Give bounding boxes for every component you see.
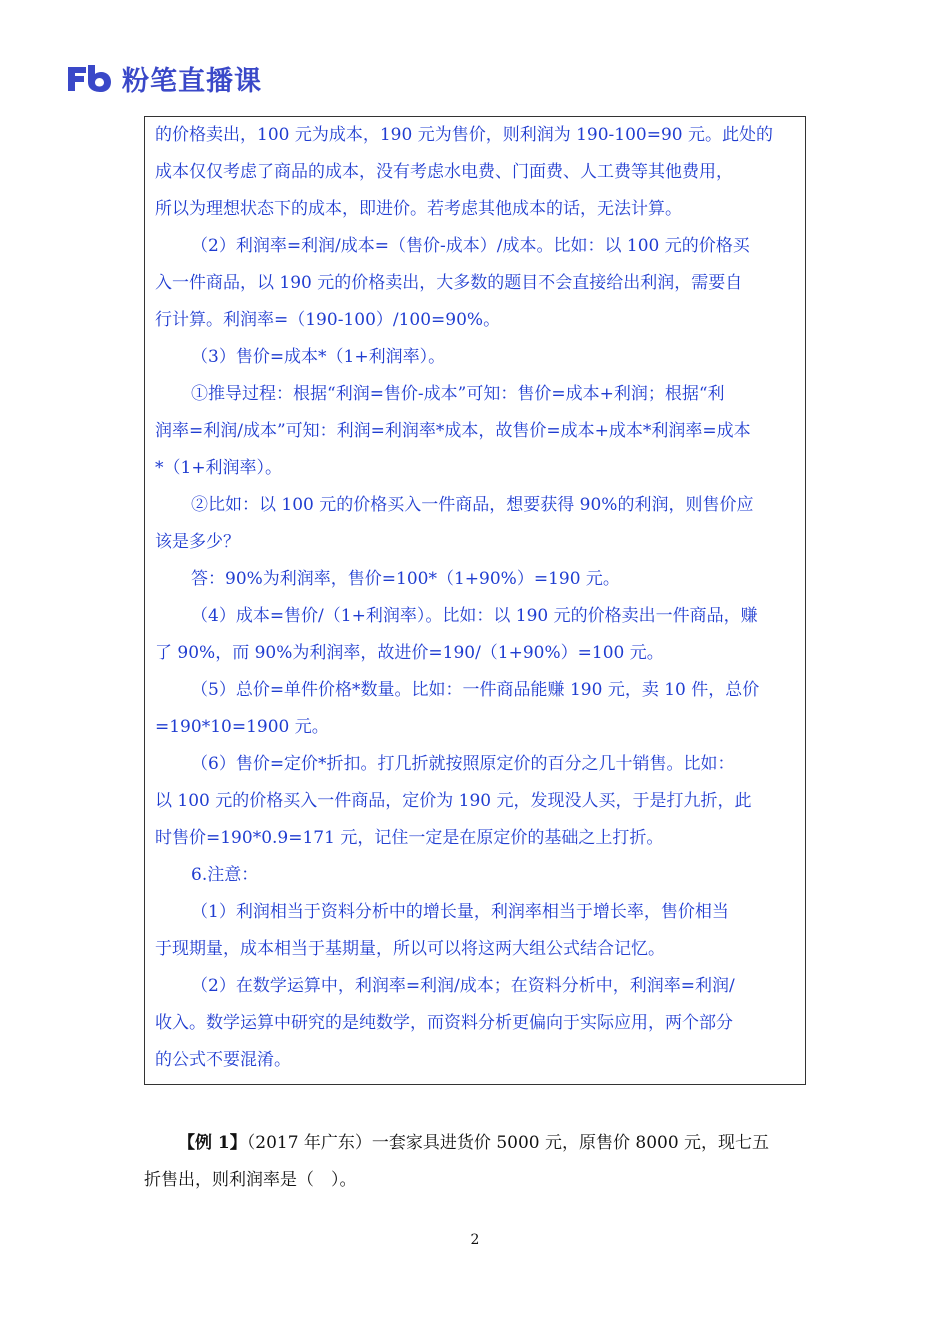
page-number: 2 (470, 1232, 480, 1248)
note-line: 答：90%为利润率，售价=100*（1+90%）=190 元。 (191, 569, 620, 589)
note-line: 的价格卖出，100 元为成本，190 元为售价，则利润为 190-100=90 元。此处的 (155, 125, 774, 145)
note-paragraph (155, 746, 795, 857)
note-line: 润率=利润/成本”可知：利润=利润率*成本，故售价=成本+成本*利润率=成本 (155, 421, 751, 441)
note-line: 6.注意： (191, 865, 259, 885)
note-paragraph (155, 894, 795, 968)
note-line: （3）售价=成本*（1+利润率）。 (191, 347, 446, 367)
note-paragraph (155, 598, 795, 672)
note-line: 成本仅仅考虑了商品的成本，没有考虑水电费、门面费、人工费等其他费用， (155, 162, 733, 182)
note-line: =190*10=1900 元。 (155, 717, 329, 737)
note-line: ②比如：以 100 元的价格买入一件商品，想要获得 90%的利润，则售价应 (191, 495, 754, 515)
note-line: *（1+利润率）。 (155, 458, 283, 478)
note-line: 所以为理想状态下的成本，即进价。若考虑其他成本的话，无法计算。 (155, 199, 682, 219)
example-question (144, 1125, 806, 1199)
fb-logo-icon (66, 63, 114, 93)
example-line-2: 折售出，则利润率是（ ）。 (144, 1170, 357, 1190)
note-line: 于现期量，成本相当于基期量，所以可以将这两大组公式结合记忆。 (155, 939, 665, 959)
note-paragraph (155, 339, 795, 376)
note-line: （2）在数学运算中，利润率=利润/成本；在资料分析中，利润率=利润/ (191, 976, 735, 996)
note-paragraph (155, 487, 795, 561)
note-line: 了 90%，而 90%为利润率，故进价=190/（1+90%）=100 元。 (155, 643, 664, 663)
note-line: （4）成本=售价/（1+利润率）。比如：以 190 元的价格卖出一件商品，赚 (191, 606, 758, 626)
note-line: 的公式不要混淆。 (155, 1050, 291, 1070)
example-first-line (144, 1125, 806, 1162)
logo-text: 粉笔直播课 (122, 65, 262, 97)
note-paragraph (155, 672, 795, 746)
note-line: 入一件商品，以 190 元的价格卖出，大多数的题目不会直接给出利润，需要自 (155, 273, 743, 293)
note-line: ①推导过程：根据“利润=售价-成本”可知：售价=成本+利润；根据“利 (191, 384, 725, 404)
note-paragraph (155, 228, 795, 339)
note-line: 时售价=190*0.9=171 元，记住一定是在原定价的基础之上打折。 (155, 828, 664, 848)
note-line: 行计算。利润率=（190-100）/100=90%。 (155, 310, 501, 330)
example-label: 【例 1】 (178, 1133, 247, 1153)
note-paragraph (155, 376, 795, 487)
formula-note-box (144, 116, 806, 1085)
note-paragraph (155, 561, 795, 598)
brand-logo (66, 58, 262, 98)
example-line-1: （2017 年广东）一套家具进货价 5000 元，原售价 8000 元，现七五 (246, 1133, 770, 1153)
note-line: （5）总价=单件价格*数量。比如：一件商品能赚 190 元，卖 10 件，总价 (191, 680, 760, 700)
note-line: 该是多少？ (155, 532, 240, 552)
note-paragraph (155, 968, 795, 1079)
note-line: （6）售价=定价*折扣。打几折就按照原定价的百分之几十销售。比如： (191, 754, 735, 774)
note-paragraph (155, 117, 795, 228)
note-line: （1）利润相当于资料分析中的增长量，利润率相当于增长率，售价相当 (191, 902, 729, 922)
note-line: 以 100 元的价格买入一件商品，定价为 190 元，发现没人买，于是打九折，此 (155, 791, 752, 811)
note-line: 收入。数学运算中研究的是纯数学，而资料分析更偏向于实际应用，两个部分 (155, 1013, 733, 1033)
note-paragraph (155, 857, 795, 894)
note-line: （2）利润率=利润/成本=（售价-成本）/成本。比如：以 100 元的价格买 (191, 236, 750, 256)
